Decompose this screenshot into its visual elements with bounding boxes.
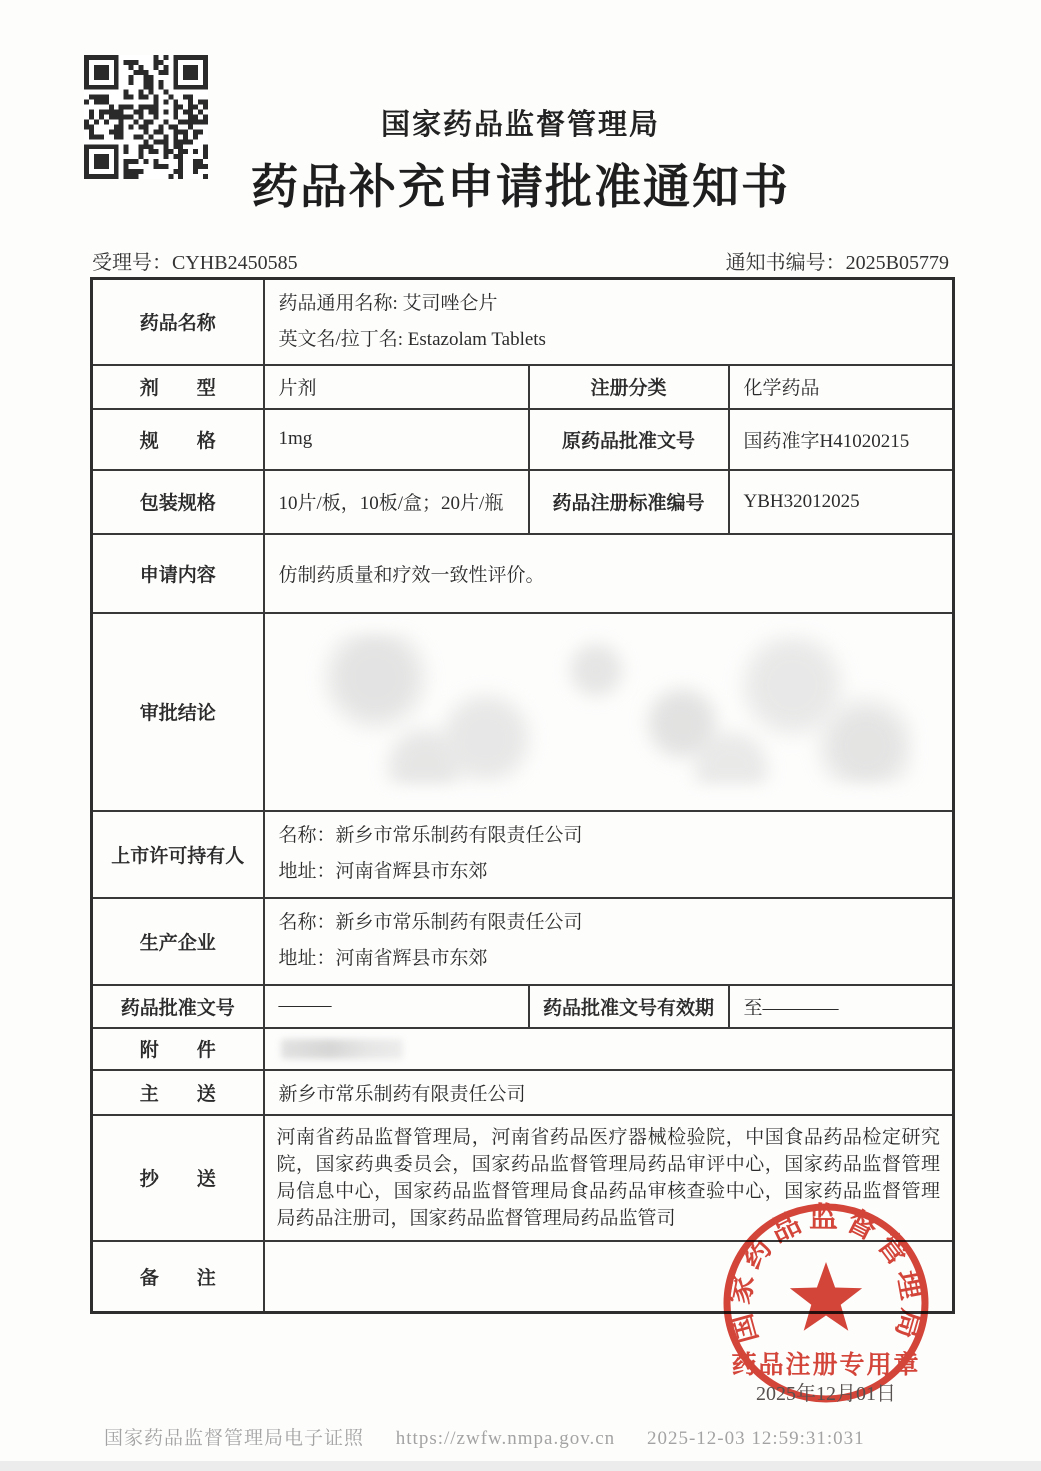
field-value-packaging: 10片/板，10板/盒；20片/瓶 (264, 470, 529, 534)
field-label-approval-validity: 药品批准文号有效期 (529, 985, 729, 1028)
drug-english-name: 英文名/拉丁名: Estazolam Tablets (278, 328, 546, 350)
acceptance-number-group (92, 246, 298, 275)
notice-detail-table (90, 277, 955, 1314)
table-row-packaging (92, 470, 954, 534)
field-value-registration-class: 化学药品 (729, 365, 954, 409)
field-label-license-holder: 上市许可持有人 (92, 811, 264, 898)
field-value-dosage-form: 片剂 (264, 365, 529, 409)
table-row-application-content (92, 534, 954, 613)
table-row-main-recipient (92, 1070, 954, 1115)
field-value-original-approval-no: 国药准字H41020215 (729, 409, 954, 470)
official-seal (718, 1202, 934, 1410)
notice-number-group (726, 246, 949, 275)
field-label-manufacturer: 生产企业 (92, 898, 264, 985)
redacted-content-blur (302, 632, 915, 784)
manufacturer-address: 地址：河南省辉县市东郊 (278, 948, 488, 969)
table-row-approval-conclusion (92, 613, 954, 811)
field-label-packaging: 包装规格 (92, 470, 264, 534)
star-icon (790, 1262, 862, 1331)
field-value-manufacturer (264, 898, 954, 985)
field-value-cc: 河南省药品监督管理局，河南省药品医疗器械检验院，中国食品药品检定研究院，国家药典委员会，国家药品监督管理局药品审评中心，国家药品监督管理局信息中心，国家药品监督管理局食品药品审核查验中心，国家药品监督管理局药品注册司，国家药品监督管理局药品监管司 (264, 1115, 954, 1241)
field-value-spec: 1mg (264, 409, 529, 470)
field-label-drug-name: 药品名称 (92, 279, 264, 365)
field-value-main-recipient: 新乡市常乐制药有限责任公司 (264, 1070, 954, 1115)
seal-date: 2025年12月01日 (756, 1383, 896, 1405)
field-label-original-approval-no: 原药品批准文号 (529, 409, 729, 470)
table-row-dosage-form (92, 365, 954, 409)
field-value-drug-name (264, 279, 954, 365)
field-label-spec: 规 格 (92, 409, 264, 470)
table-row-manufacturer (92, 898, 954, 985)
acceptance-number-label: 受理号： (92, 252, 172, 274)
field-value-approval-conclusion (264, 613, 954, 811)
field-value-attachment (264, 1028, 954, 1070)
holder-address: 地址：河南省辉县市东郊 (278, 861, 488, 882)
field-value-license-holder (264, 811, 954, 898)
manufacturer-name: 名称：新乡市常乐制药有限责任公司 (278, 912, 583, 933)
notice-number-value: 2025B05779 (845, 252, 949, 274)
field-label-cc: 抄 送 (92, 1115, 264, 1241)
field-label-registration-standard-no: 药品注册标准编号 (529, 470, 729, 534)
seal-arc-text: 国家药品监督管理局 (723, 1202, 929, 1348)
field-value-approval-validity: 至———— (729, 985, 954, 1028)
table-row-license-holder (92, 811, 954, 898)
field-label-approval-conclusion: 审批结论 (92, 613, 264, 811)
agency-title: 国家药品监督管理局 (380, 109, 660, 141)
field-label-attachment: 附 件 (92, 1028, 264, 1070)
footer-url: https://zwfw.nmpa.gov.cn (395, 1428, 616, 1449)
table-row-spec (92, 409, 954, 470)
document-title: 药品补充申请批准通知书 (251, 162, 790, 214)
table-row-drug-name (92, 279, 954, 365)
field-label-registration-class: 注册分类 (529, 365, 729, 409)
footer-certificate-line (104, 1423, 891, 1450)
field-value-application-content: 仿制药质量和疗效一致性评价。 (264, 534, 954, 613)
scan-edge-strip (0, 1461, 1041, 1471)
holder-name: 名称：新乡市常乐制药有限责任公司 (278, 825, 583, 846)
redacted-attachment-blur (281, 1039, 403, 1059)
table-row-approval-number (92, 985, 954, 1028)
field-label-application-content: 申请内容 (92, 534, 264, 613)
reference-line (92, 246, 949, 275)
field-label-approval-number: 药品批准文号 (92, 985, 264, 1028)
acceptance-number-value: CYHB2450585 (172, 252, 298, 274)
field-label-dosage-form: 剂 型 (92, 365, 264, 409)
field-label-remarks: 备 注 (92, 1241, 264, 1313)
field-label-main-recipient: 主 送 (92, 1070, 264, 1115)
field-value-approval-number: ——— (264, 985, 529, 1028)
footer-timestamp: 2025-12-03 12:59:31:031 (646, 1428, 865, 1449)
footer-issuer: 国家药品监督管理局电子证照 (104, 1428, 365, 1449)
drug-generic-name: 药品通用名称: 艾司唑仑片 (278, 292, 498, 314)
notice-number-label: 通知书编号： (725, 252, 846, 274)
table-row-attachment (92, 1028, 954, 1070)
seal-bottom-text: 药品注册专用章 (731, 1352, 921, 1379)
field-value-registration-standard-no: YBH32012025 (729, 470, 954, 534)
